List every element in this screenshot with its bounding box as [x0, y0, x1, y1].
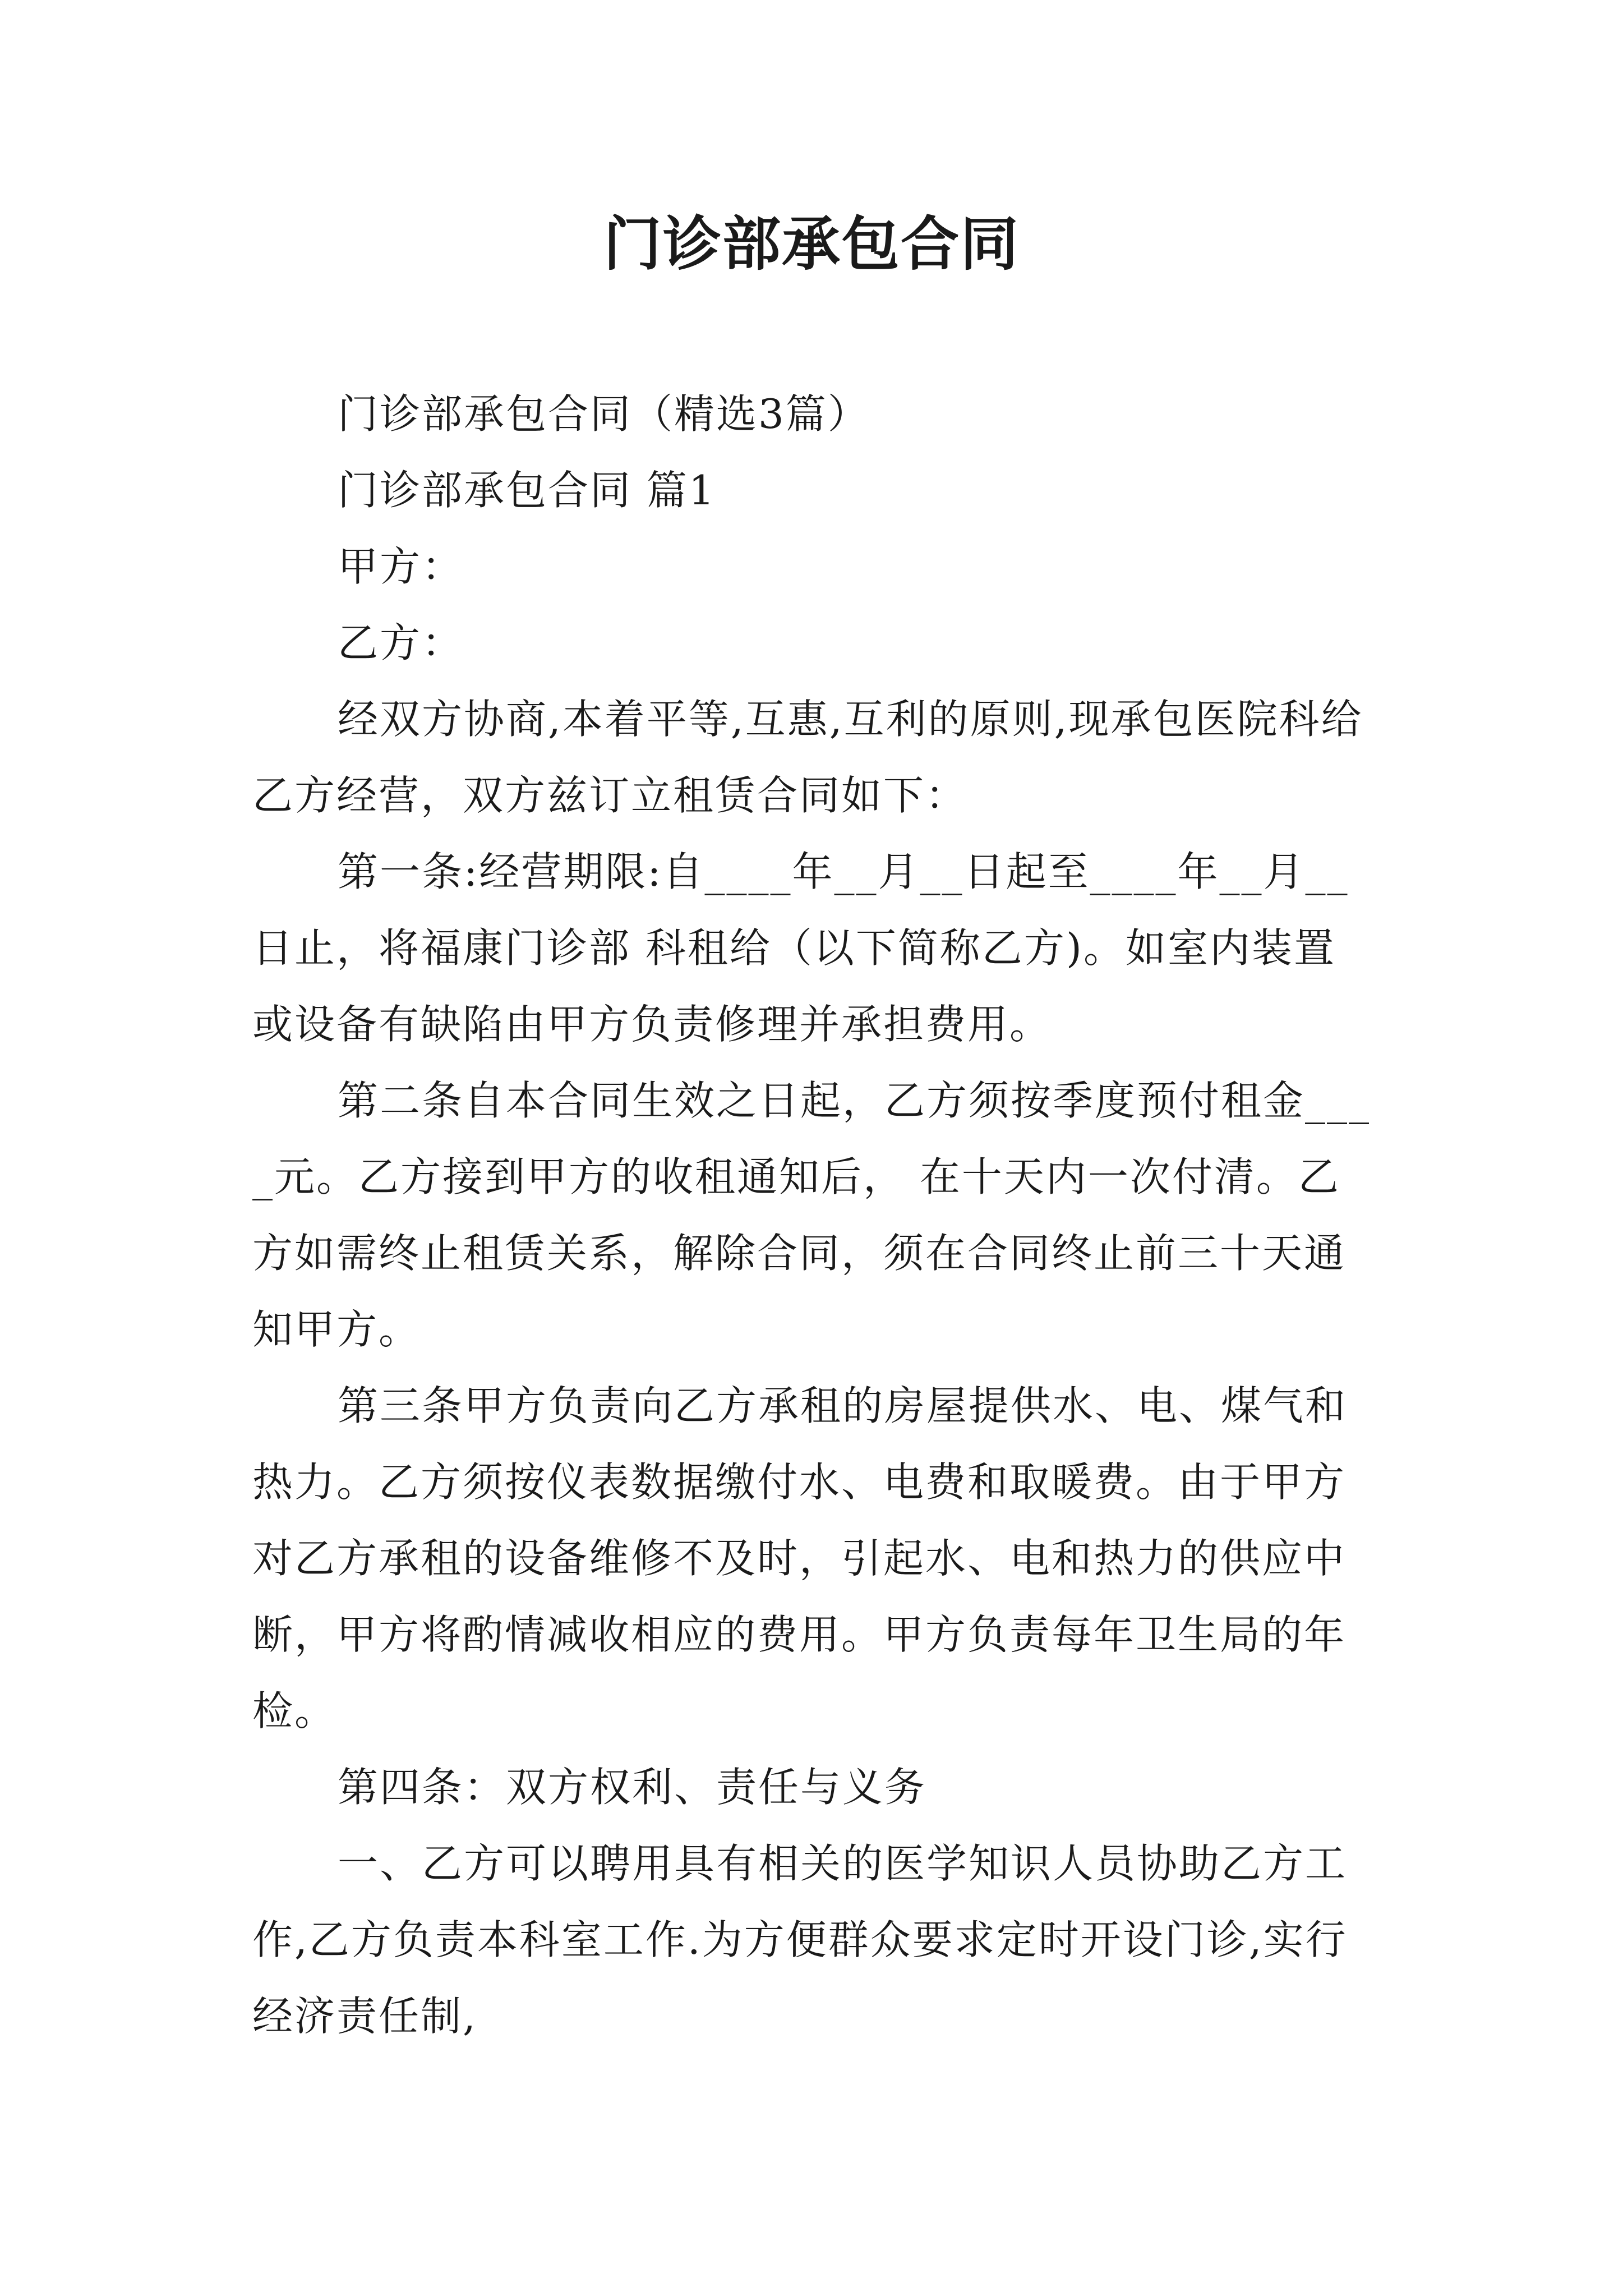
paragraph-article-4: 第四条：双方权利、责任与义务: [338, 1764, 927, 1811]
paragraph-article-3: 第三条甲方负责向乙方承租的房屋提供水、电、煤气和热力。乙方须按仪表数据缴付水、电费和取暖费。由于甲方对乙方承租的设备维修不及时，引起水、电和热力的供应中断，甲方将酌情减收相应的费用。甲方负责每年卫生局的年检。: [252, 1382, 1348, 1734]
paragraph-preamble: 经双方协商,本着平等,互惠,互利的原则,现承包医院科给乙方经营，双方兹订立租赁合同如下：: [252, 696, 1363, 819]
paragraph-section-heading: 门诊部承包合同 篇1: [338, 467, 716, 514]
paragraph-article-2: 第二条自本合同生效之日起，乙方须按季度预付租金____元。乙方接到甲方的收租通知后， 在十天内一次付清。乙方如需终止租赁关系，解除合同，须在合同终止前三十天通知甲方。: [252, 1077, 1371, 1353]
paragraph-party-a: 甲方：: [338, 543, 464, 590]
paragraph-subtitle: 门诊部承包合同（精选3篇）: [338, 390, 870, 438]
paragraph-clause-1: 一、乙方可以聘用具有相关的医学知识人员协助乙方工作,乙方负责本科室工作.为方便群众要求定时开设门诊,实行经济责任制,: [252, 1840, 1348, 2040]
document-body: [252, 376, 1374, 2054]
paragraph-party-b: 乙方：: [338, 619, 464, 666]
document-title: 门诊部承包合同: [603, 210, 1020, 278]
paragraph-article-1: 第一条:经营期限:自____年__月__日起至____年__月__日止，将福康门诊部 科租给（以下简称乙方)。如室内装置或设备有缺陷由甲方负责修理并承担费用。: [252, 848, 1349, 1048]
